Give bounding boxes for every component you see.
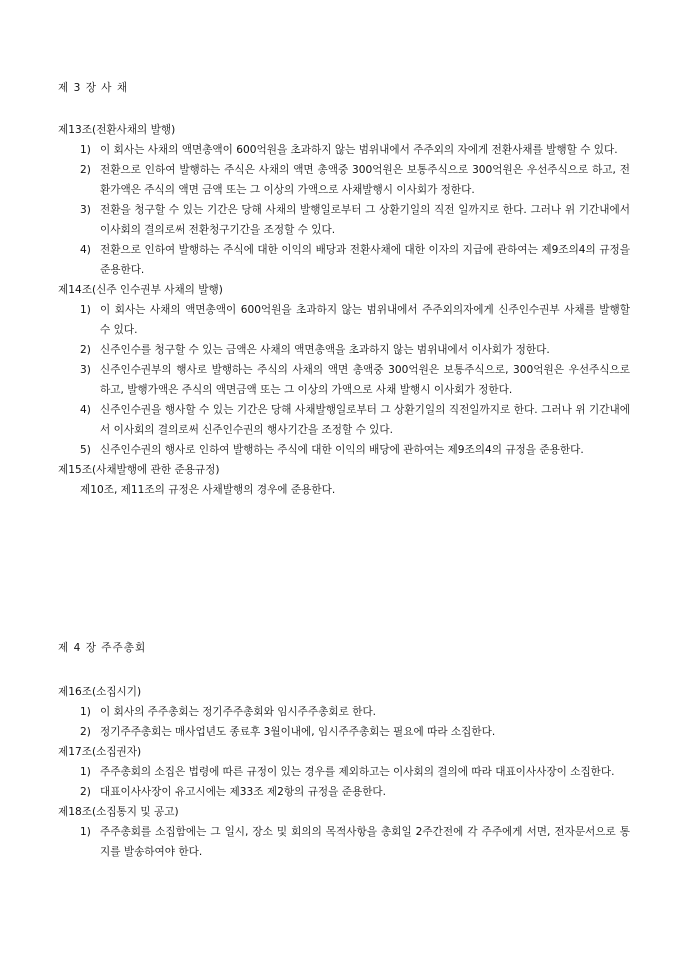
item-number: 4) (80, 404, 91, 416)
item-number: 5) (80, 444, 91, 456)
item-number: 3) (80, 204, 91, 216)
item-number: 1) (80, 766, 91, 778)
item-number: 1) (80, 706, 91, 718)
article-14-item-4 (58, 400, 630, 440)
item-text: 정기주주총회는 매사업년도 종료후 3월이내에, 임시주주총회는 필요에 따라 소집한다. (100, 726, 496, 738)
article-15-text: 제10조, 제11조의 규정은 사채발행의 경우에 준용한다. (80, 484, 336, 496)
article-17-item-2 (58, 782, 630, 802)
item-number: 2) (80, 164, 91, 176)
item-number: 3) (80, 364, 91, 376)
article-13-item-1 (58, 140, 630, 160)
item-number: 2) (80, 786, 91, 798)
item-number: 4) (80, 244, 91, 256)
article-15-heading: 제15조(사채발행에 관한 준용규정) (58, 464, 220, 476)
article-13-heading: 제13조(전환사채의 발행) (58, 124, 176, 136)
article-16-item-1 (58, 702, 630, 722)
item-text: 신주인수권부의 행사로 발행하는 주식의 사채의 액면 총액중 300억원은 보통주식으로, 300억원은 우선주식으로 하고, 발행가액은 주식의 액면금액 또는 그 이상의 가액으로 사채 발행시 이사회가 정한다. (100, 364, 630, 396)
article-16-heading: 제16조(소집시기) (58, 686, 142, 698)
item-text: 신주인수를 청구할 수 있는 금액은 사채의 액면총액을 초과하지 않는 범위내에서 이사회가 정한다. (100, 344, 550, 356)
chapter-3-title: 제 3 장 사 채 (58, 82, 129, 94)
article-14-heading: 제14조(신주 인수권부 사채의 발행) (58, 284, 223, 296)
chapter-4-title: 제 4 장 주주총회 (58, 642, 147, 654)
article-14-item-5 (58, 440, 630, 460)
item-number: 2) (80, 726, 91, 738)
item-number: 1) (80, 144, 91, 156)
item-text: 주주총회를 소집함에는 그 일시, 장소 및 회의의 목적사항을 총회일 2주간전에 각 주주에게 서면, 전자문서으로 통지를 발송하여야 한다. (100, 826, 630, 858)
chapter-4-body (58, 682, 630, 862)
item-number: 1) (80, 304, 91, 316)
item-text: 이 회사의 주주총회는 정기주주총회와 임시주주총회로 한다. (100, 706, 377, 718)
item-text: 전환을 청구할 수 있는 기간은 당해 사채의 발행일로부터 그 상환기일의 직전 일까지로 한다. 그러나 위 기간내에서 이사회의 결의로써 전환청구기간을 조정할 수 있다. (100, 204, 630, 236)
item-text: 이 회사는 사채의 액면총액이 600억원을 초과하지 않는 범위내에서 주주외의 자에게 전환사채를 발행할 수 있다. (100, 144, 618, 156)
item-text: 주주총회의 소집은 법령에 따른 규정이 있는 경우를 제외하고는 이사회의 결의에 따라 대표이사사장이 소집한다. (100, 766, 615, 778)
item-text: 신주인수권을 행사할 수 있는 기간은 당해 사채발행일로부터 그 상환기일의 직전일까지로 한다. 그러나 위 기간내에서 이사회의 결의로써 신주인수권의 행사기간을 조정할 수 있다. (100, 404, 630, 436)
article-14-item-3 (58, 360, 630, 400)
article-18-item-1 (58, 822, 630, 862)
item-number: 1) (80, 826, 91, 838)
article-14-item-1 (58, 300, 630, 340)
article-14-item-2 (58, 340, 630, 360)
item-text: 전환으로 인하여 발행하는 주식은 사채의 액면 총액중 300억원은 보통주식으로 300억원은 우선주식으로 하고, 전환가액은 주식의 액면 금액 또는 그 이상의 가액으로 사채발행시 이사회가 정한다. (100, 164, 630, 196)
article-13-item-3 (58, 200, 630, 240)
article-13-item-4 (58, 240, 630, 280)
article-17-item-1 (58, 762, 630, 782)
item-number: 2) (80, 344, 91, 356)
article-16-item-2 (58, 722, 630, 742)
article-18-heading: 제18조(소집통지 및 공고) (58, 806, 179, 818)
article-13-item-2 (58, 160, 630, 200)
chapter-3-body (58, 120, 630, 500)
item-text: 신주인수권의 행사로 인하여 발행하는 주식에 대한 이익의 배당에 관하여는 제9조의4의 규정을 준용한다. (100, 444, 584, 456)
article-17-heading: 제17조(소집권자) (58, 746, 142, 758)
item-text: 이 회사는 사채의 액면총액이 600억원을 초과하지 않는 범위내에서 주주외의자에게 신주인수권부 사채를 발행할 수 있다. (100, 304, 630, 336)
item-text: 전환으로 인하여 발행하는 주식에 대한 이익의 배당과 전환사채에 대한 이자의 지급에 관하여는 제9조의4의 규정을 준용한다. (100, 244, 630, 276)
item-text: 대표이사사장이 유고시에는 제33조 제2항의 규정을 준용한다. (100, 786, 387, 798)
